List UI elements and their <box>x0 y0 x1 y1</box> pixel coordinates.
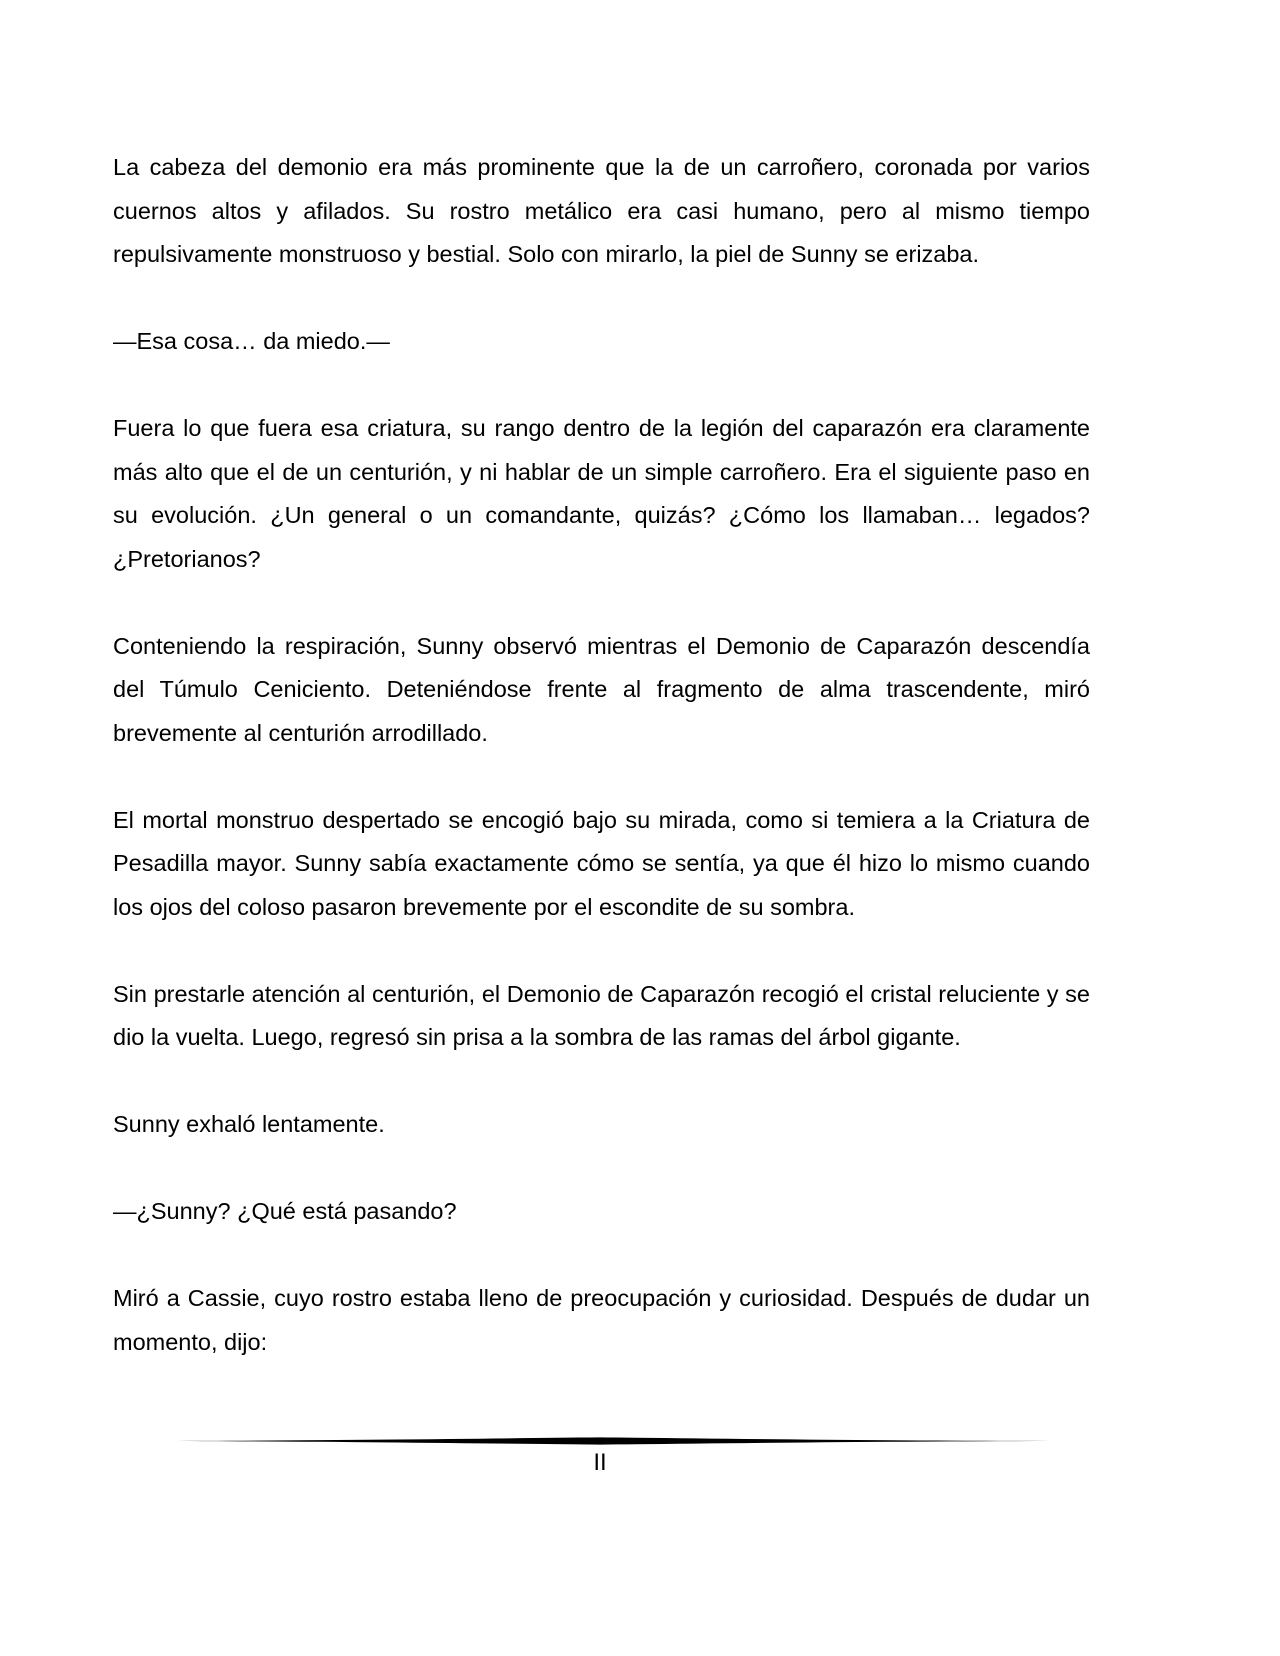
paragraph: Miró a Cassie, cuyo rostro estaba lleno de preocupación y curiosidad. Después de dudar un momento, dijo: <box>113 1285 1090 1355</box>
paragraph: Sunny exhaló lentamente. <box>113 1111 385 1137</box>
paragraph: Sin prestarle atención al centurión, el Demonio de Caparazón recogió el cristal reluciente y se dio la vuelta. Luego, regresó sin prisa a la sombra de las ramas del árbol gigante. <box>113 980 1090 1050</box>
page-number: II <box>593 1449 607 1476</box>
paragraph: —Esa cosa… da miedo.— <box>113 328 390 354</box>
paragraph: Fuera lo que fuera esa criatura, su rango dentro de la legión del caparazón era claramente más alto que el de un centurión, y ni hablar de un simple carroñero. Era el siguiente paso en su evolución. ¿Un general o un comandante, quizás? ¿Cómo los llamaban… legados? ¿Pretorianos? <box>113 415 1090 572</box>
paragraph: Conteniendo la respiración, Sunny observó mientras el Demonio de Caparazón descendía del Túmulo Ceniciento. Deteniéndose frente al fragmento de alma trascendente, miró brevemente al centurión arrodillado. <box>113 632 1090 746</box>
paragraph: —¿Sunny? ¿Qué está pasando? <box>113 1198 457 1224</box>
paragraph: La cabeza del demonio era más prominente que la de un carroñero, coronada por varios cuernos altos y afilados. Su rostro metálico era casi humano, pero al mismo tiempo repulsivamente monstruoso y bestial. Solo con mirarlo, la piel de Sunny se erizaba. <box>113 154 1090 267</box>
body-text <box>113 146 1090 1408</box>
paragraph: El mortal monstruo despertado se encogió bajo su mirada, como si temiera a la Criatura de Pesadilla mayor. Sunny sabía exactamente cómo se sentía, ya que él hizo lo mismo cuando los ojos del coloso pasaron brevemente por el escondite de su sombra. <box>113 806 1090 920</box>
footer-divider-ornament <box>150 1436 1050 1446</box>
